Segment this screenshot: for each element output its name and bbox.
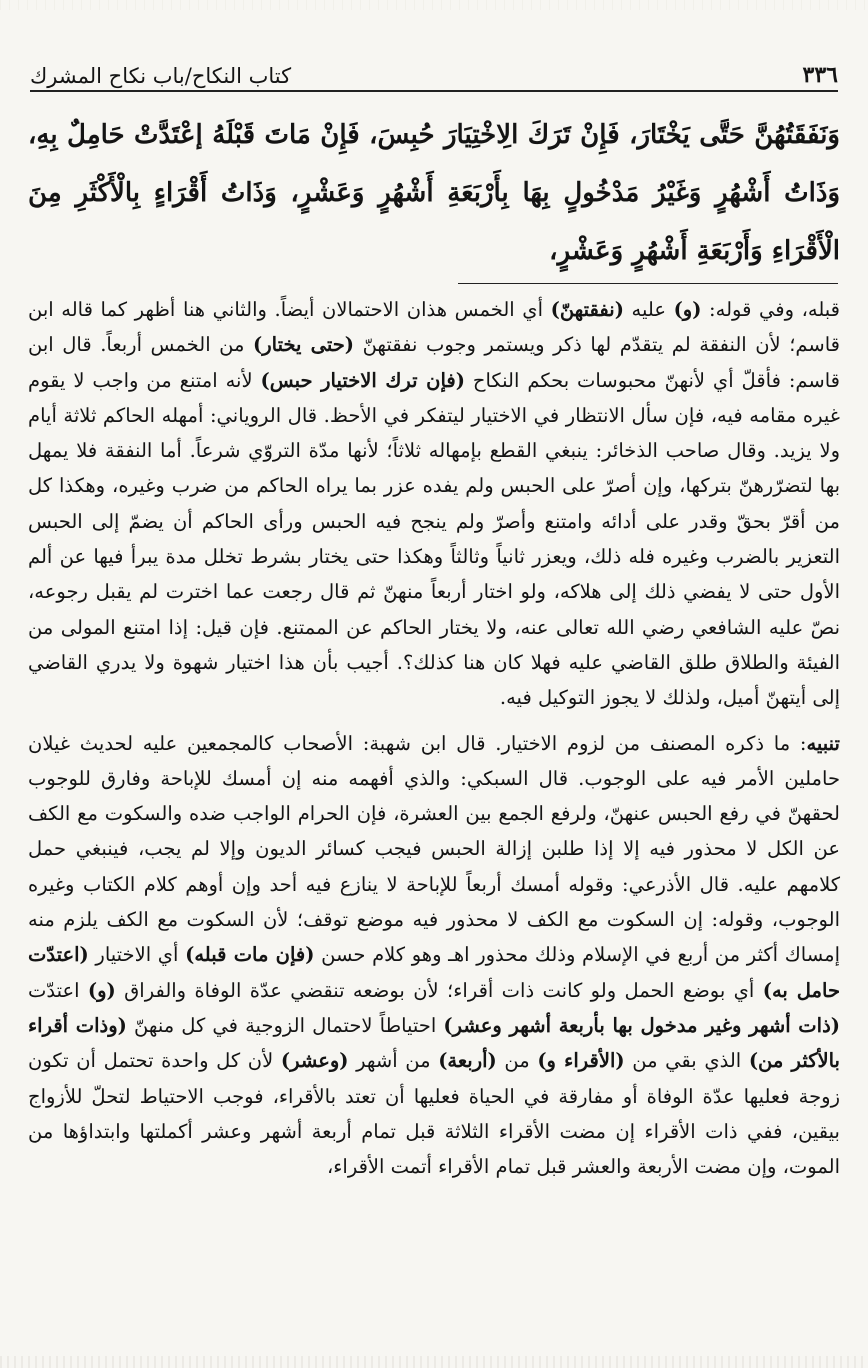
commentary-text: من	[496, 1049, 538, 1073]
commentary-text: أي الخمس هذان الاحتمالان أيضاً. والثاني هنا أظهر كما قاله ابن قاسم؛ لأن النفقة لم يتقدّم لها ذكر ويستمر وجوب نفقتهنّ	[28, 298, 840, 357]
commentary-text: أي بوضع الحمل ولو كانت ذات أقراء؛ لأن بوضعه تنقضي عدّة الوفاة والفراق	[115, 978, 763, 1002]
commentary-text: : ما ذكره المصنف من لزوم الاختيار. قال ابن شهبة: الأصحاب كالمجمعين عليه لحديث غيلان حاملين الأمر فيه على الوجوب. قال السبكي: والذي أفهمه منه إن أمسك للإباحة وفارق للوجوب لحقهنّ في رفع الحبس عنهنّ، ولرفع الجمع بين العشرة، فإن الحرام الواجب ضده والسكوت مع الكف عن الكل لا محذور فيه إلا إذا طلبن إزالة الحبس فيجب كسائر الديون وإلا لم يجب، فينبغي حمل كلامهم عليه. قال الأذرعي: وقوله أمسك أربعاً للإباحة لا ينازع فيه أحد وإن أوهم كلام الكتاب وغيره الوجوب، وقوله: إن السكوت مع الكف لا محذور فيه موضع توقف؛ لأن السكوت مع الكف يلزم منه إمساك أكثر من أربع في الإسلام وذلك محذور اهـ وهو كلام حسن	[28, 731, 840, 967]
commentary-text: عليه	[623, 298, 674, 321]
commentary-text: لأن كل واحدة تحتمل أن تكون زوجة فعليها عدّة الوفاة أو مفارقة في الحياة فعليها أن تعتد بالأقراء، فوجب الاحتياط لتحلّ للأزواج بيقين، ففي ذات الأقراء إن مضت الأقراء الثلاثة قبل تمام أربعة أشهر وعشر أكملتها وابتداؤها من الموت، وإن مضت الأربعة والعشر قبل تمام الأقراء أتمت الأقراء،	[28, 1049, 840, 1179]
matn-paragraph: وَنَفَقَتُهُنَّ حَتَّى يَخْتَارَ، فَإِنْ تَرَكَ الِاخْتِيَارَ حُبِسَ، فَإِنْ مَاتَ قَبْلَهُ إعْتَدَّتْ حَامِلٌ بِهِ، وَذَاتُ أَشْهُرٍ وَغَيْرُ مَدْخُولٍ بِهَا بِأَرْبَعَةِ أَشْهُرٍ وَعَشْرٍ، وَذَاتُ أَقْرَاءٍ بِالْأَكْثَرِ مِنَ الْأَقْرَاءِ وَأَرْبَعَةِ أَشْهُرٍ وَعَشْرٍ،	[28, 120, 840, 266]
commentary-text: احتياطاً لاحتمال الزوجية في كل منهنّ	[126, 1013, 444, 1037]
bold-quoted-text: (أربعة)	[438, 1049, 497, 1073]
bold-quoted-text: تنبيه	[806, 731, 840, 755]
page-header	[30, 54, 838, 88]
commentary-block	[28, 292, 840, 1184]
bold-quoted-text: (و)	[87, 978, 116, 1002]
bold-quoted-text: (فإن مات قبله)	[185, 943, 315, 967]
scan-edge-top	[0, 0, 868, 10]
commentary-text: أي الاختيار	[88, 943, 186, 967]
bold-quoted-text: (وذات أقراء بالأكثر من)	[28, 1013, 840, 1073]
bold-quoted-text: (و)	[673, 298, 702, 321]
bold-quoted-text: (وعشر)	[280, 1049, 349, 1073]
scan-edge-bottom	[0, 1356, 868, 1368]
header-rule	[30, 90, 838, 92]
bold-quoted-text: (اعتدّت حامل به)	[28, 943, 840, 1002]
bold-quoted-text: (نفقتهنّ)	[550, 298, 624, 321]
commentary-paragraph-2	[28, 726, 840, 1185]
bold-quoted-text: (فإن ترك الاختيار حبس)	[260, 368, 465, 392]
page-number: ٣٣٦	[802, 62, 838, 88]
commentary-text: من الخمس أربعاً. قال ابن قاسم: فأقلّ أي لأنهنّ محبوسات بحكم النكاح	[28, 333, 840, 392]
running-title: كتاب النكاح/باب نكاح المشرك	[30, 64, 292, 88]
bold-quoted-text: (ذات أشهر وغير مدخول بها بأربعة أشهر وعشر)	[443, 1013, 840, 1037]
bold-quoted-text: (حتى يختار)	[253, 333, 355, 357]
commentary-text: الذي بقي من	[624, 1049, 749, 1073]
commentary-text: من أشهر	[348, 1049, 439, 1073]
commentary-text: اعتدّت	[28, 978, 88, 1002]
commentary-text: لأنه امتنع من واجب لا يقوم غيره مقامه فيه، فإن سأل الانتظار في الاختيار ليتفكر في الأحظ. قال الروياني: أمهله الحاكم ثلاثة أيام ولا يزيد. وقال صاحب الذخائر: ينبغي القطع بإمهاله ثلاثاً؛ لأنها مدّة التروّي شرعاً. أما النفقة فلا يمهل بها لتضرّرهنّ بتركها، وإن أصرّ على الحبس ولم يفده عزر بما يراه الحاكم من ضرب وغيره، وهكذا كل من أقرّ بحقّ وقدر على أدائه وامتنع وأصرّ ولم ينجح فيه الحبس ورأى الحاكم أن يضمّ إلى الحبس التعزير بالضرب وغيره فله ذلك، ويعزر ثانياً وثالثاً وهكذا حتى يختار بشرط تخلل مدة يبرأ فيها عن ألم الأول حتى لا يفضي ذلك إلى هلاكه، ولو اختار أربعاً منهنّ ثم قال رجعت عما اخترت لم يقبل رجوعه، نصّ عليه الشافعي رضي الله تعالى عنه، ولا يختار الحاكم عن الممتنع. فإن قيل: إذا امتنع المولى من الفيئة والطلاق طلق القاضي عليه فهلا كان هنا كذلك؟. أجيب بأن هذا اختيار شهوة ولا يدري القاضي إلى أيتهنّ أميل، ولذلك لا يجوز التوكيل فيه.	[28, 368, 840, 710]
bold-quoted-text: (الأقراء و)	[537, 1049, 625, 1073]
commentary-text: قبله، وفي قوله:	[701, 298, 841, 321]
commentary-paragraph-1	[28, 292, 840, 716]
footnote-divider	[458, 283, 838, 284]
matn-text-block	[28, 106, 840, 280]
